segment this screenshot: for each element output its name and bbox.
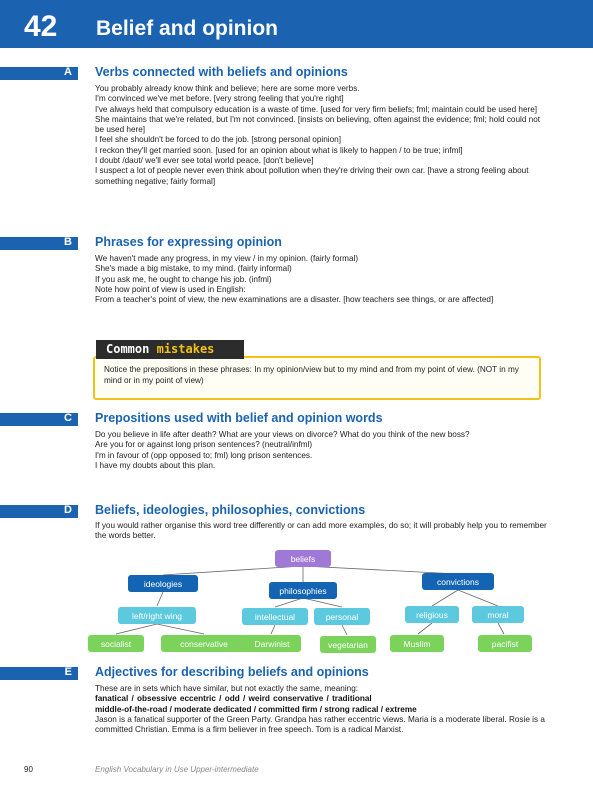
- tree-node-left-right-wing: left/right wing: [118, 607, 196, 624]
- tree-node-philosophies: philosophies: [269, 582, 337, 599]
- section-d-marker: [0, 505, 78, 518]
- section-e-body: [95, 684, 550, 735]
- tree-node-muslim: Muslim: [390, 635, 444, 652]
- tree-node-convictions: convictions: [422, 573, 494, 590]
- section-a-letter: A: [64, 66, 72, 78]
- section-a-line-7: I doubt /daʊt/ we'll ever see total world peace. [don't believe]: [95, 156, 314, 166]
- book-title: English Vocabulary in Use Upper-intermediate: [95, 765, 259, 774]
- tree-node-personal: personal: [314, 608, 370, 625]
- page-number: 90: [24, 765, 33, 774]
- common-mistakes-text: Notice the prepositions in these phrases: In my opinion/view but to my mind and from my point of view. (NOT in my mind or in my point of view): [104, 365, 519, 385]
- section-b-letter: B: [64, 236, 72, 248]
- section-a-line-1: You probably already know think and believe; here are some more verbs.: [95, 84, 360, 93]
- unit-header: [0, 0, 593, 48]
- section-b-line-1: We haven't made any progress, in my view / in my opinion. (fairly formal): [95, 254, 359, 263]
- tree-node-socialist: socialist: [88, 635, 144, 652]
- tree-node-moral: moral: [472, 606, 524, 623]
- section-c-line-2: Are you for or against long prison sentences? (neutral/infml): [95, 440, 313, 450]
- tree-node-pacifist: pacifist: [478, 635, 532, 652]
- section-d-title: Beliefs, ideologies, philosophies, convictions: [95, 503, 366, 517]
- section-c-line-4: I have my doubts about this plan.: [95, 460, 216, 470]
- section-e-title: Adjectives for describing beliefs and opinions: [95, 665, 369, 679]
- section-e-example: Jason is a fanatical supporter of the Green Party. Grandpa has rather eccentric views. Maria is a moderate liberal. Rosie is a committed Christian. Emma is a firm believer in free speech. Tom is a radical Marxist.: [95, 714, 545, 735]
- section-e-sets-line-2: middle-of-the-road / moderate dedicated / committed firm / strong radical / extreme: [95, 704, 417, 714]
- section-a-body: [95, 84, 550, 187]
- common-mistakes-label-part2: mistakes: [156, 342, 215, 356]
- section-a-line-3: I've always held that compulsory education is a waste of time. [used for very firm beliefs; fml; maintain could be used here]: [95, 104, 538, 114]
- section-a-line-4: She maintains that we're related, but I'm not convinced. [insists on believing, often against the evidence; fml; hold could not be used here]: [95, 114, 541, 135]
- section-d-letter: D: [64, 504, 72, 516]
- tree-node-ideologies: ideologies: [128, 575, 198, 592]
- unit-title: Belief and opinion: [96, 17, 278, 40]
- section-a-line-8: I suspect a lot of people never even think about pollution when they're driving their own car. [have a strong feeling about something negative; fairly formal]: [95, 166, 529, 186]
- section-a-line-6: I reckon they'll get married soon. [used for an opinion about what is likely to happen / to be true; infml]: [95, 145, 463, 155]
- section-a-line-5: I feel she shouldn't be forced to do the job. [strong personal opinion]: [95, 135, 341, 145]
- section-d-body: [95, 521, 550, 542]
- tree-node-religious: religious: [405, 606, 459, 623]
- section-b-title: Phrases for expressing opinion: [95, 235, 282, 249]
- section-c-letter: C: [64, 412, 72, 424]
- tree-node-vegetarian: vegetarian: [320, 636, 376, 653]
- section-d-intro: If you would rather organise this word tree differently or can add more examples, do so; it will probably help you to remember the words better.: [95, 521, 547, 541]
- section-c-line-3: I'm in favour of (opp opposed to; fml) long prison sentences.: [95, 450, 313, 460]
- tree-node-beliefs: beliefs: [275, 550, 331, 567]
- section-e-sets-line-1: fanatical / obsessive eccentric / odd / weird conservative / traditional: [95, 694, 372, 704]
- section-c-title: Prepositions used with belief and opinion words: [95, 411, 383, 425]
- section-c-line-1: Do you believe in life after death? What are your views on divorce? What do you think of the new boss?: [95, 430, 470, 439]
- section-a-line-2: I'm convinced we've met before. [very strong feeling that you're right]: [95, 94, 344, 104]
- unit-number: 42: [24, 10, 58, 43]
- section-e-marker: [0, 667, 78, 680]
- common-mistakes-label-part1: Common: [106, 342, 150, 356]
- common-mistakes-label: [106, 342, 214, 356]
- section-b-marker: [0, 237, 78, 250]
- section-c-marker: [0, 413, 78, 426]
- section-b-line-2: She's made a big mistake, to my mind. (fairly informal): [95, 264, 292, 274]
- tree-node-intellectual: intellectual: [242, 608, 308, 625]
- tree-node-conservative: conservative: [161, 635, 247, 652]
- section-a-title: Verbs connected with beliefs and opinions: [95, 65, 348, 79]
- section-b-body: [95, 254, 550, 305]
- tree-node-darwinist: Darwinist: [243, 635, 301, 652]
- section-e-letter: E: [64, 666, 72, 678]
- section-b-line-3: If you ask me, he ought to change his job. (infml): [95, 274, 272, 284]
- section-b-line-4: Note how point of view is used in English:: [95, 284, 246, 294]
- section-e-intro: These are in sets which have similar, but not exactly the same, meaning:: [95, 684, 359, 693]
- section-b-line-5: From a teacher's point of view, the new examinations are a disaster. [how teachers see things, or are affected]: [95, 295, 494, 305]
- section-c-body: [95, 430, 550, 471]
- common-mistakes-tab: [96, 340, 244, 359]
- section-a-marker: [0, 67, 78, 80]
